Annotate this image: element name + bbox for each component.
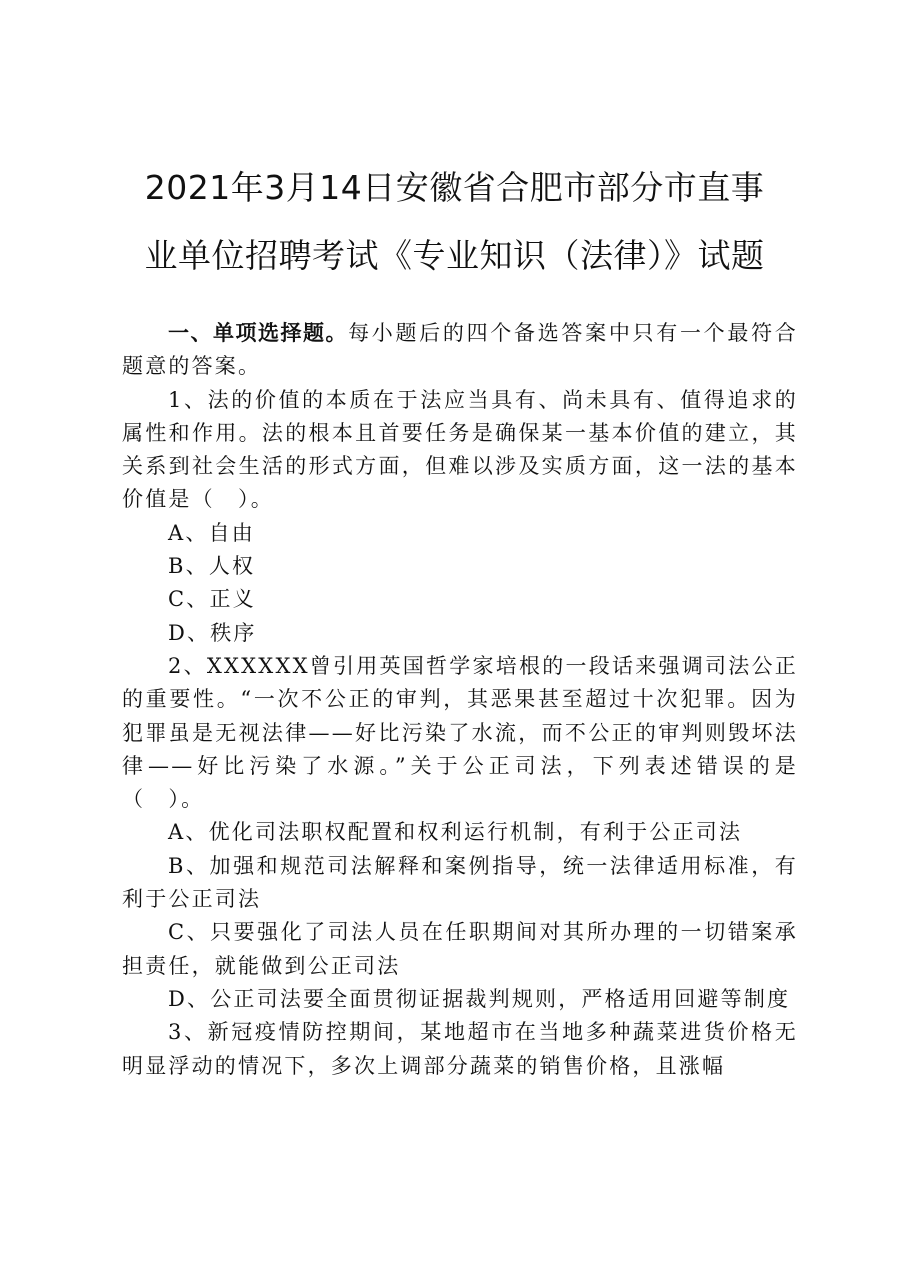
section-instruction: 每小题后的四个备选答案中只有一个最符合题意的答案。 — [122, 321, 798, 379]
question-1-option-b: B、人权 — [168, 554, 256, 579]
section-heading: 一、单项选择题。 — [168, 321, 349, 345]
document-body — [122, 317, 798, 1083]
question-2-option-a: A、优化司法职权配置和权利运行机制，有利于公正司法 — [168, 820, 743, 845]
question-1-option-c: C、正义 — [168, 587, 256, 612]
question-3-stem: 3、新冠疫情防控期间，某地超市在当地多种蔬菜进货价格无明显浮动的情况下，多次上调部分蔬菜的销售价格，且涨幅 — [122, 1020, 798, 1078]
question-1-stem: 1、法的价值的本质在于法应当具有、尚未具有、值得追求的属性和作用。法的根本且首要任务是确保某一基本价值的建立，其关系到社会生活的形式方面，但难以涉及实质方面，这一法的基本价值是（ ）。 — [122, 387, 798, 512]
question-2-option-c: C、只要强化了司法人员在任职期间对其所办理的一切错案承担责任，就能做到公正司法 — [122, 920, 798, 978]
question-1-option-a: A、自由 — [168, 520, 255, 545]
question-2-option-d: D、公正司法要全面贯彻证据裁判规则，严格适用回避等制度 — [168, 986, 791, 1011]
question-1-option-d: D、秩序 — [168, 620, 257, 645]
document-title-line1: 2021年3月14日安徽省合肥市部分市直事 — [144, 168, 765, 207]
question-2-stem: 2、XXXXXX曾引用英国哲学家培根的一段话来强调司法公正的重要性。“一次不公正的审判，其恶果甚至超过十次犯罪。因为犯罪虽是无视法律——好比污染了水流，而不公正的审判则毁坏法律——好比污染了水源。”关于公正司法，下列表述错误的是（ ）。 — [122, 653, 798, 812]
section-intro — [122, 317, 798, 384]
question-2-option-b: B、加强和规范司法解释和案例指导，统一法律适用标准，有利于公正司法 — [122, 853, 798, 912]
document-title-line2: 业单位招聘考试《专业知识（法律）》试题 — [144, 236, 765, 275]
